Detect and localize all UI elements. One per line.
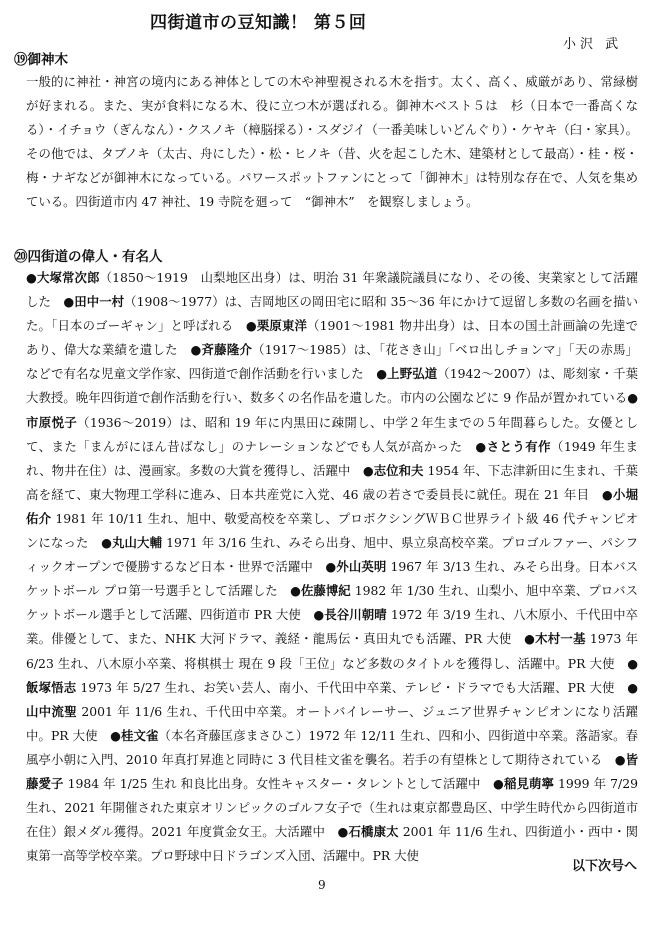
person-description: 1972 年 3/19 生れ、八木原小、千代田中卒業。俳優として、また、NHK 大河ドラマ、義経・龍馬伝・真田丸でも活躍、PR 大使 (26, 607, 638, 647)
person-name: ●斉藤隆介 (190, 342, 253, 358)
person-name: ●丸山大輔 (101, 535, 163, 551)
person-description: 1967 年 3/13 生れ、みそら出身。日本バスケットボール プロ第一号選手として活躍した (26, 559, 638, 599)
person-description: （1936～2019）は、昭和 19 年に内黒田に疎開し、中学２年生までの５年間暮らした。女優として、また「まんがにほん昔ばなし」のナレーションなどでも人気が高かった (26, 414, 638, 454)
person-description: 1973 年 5/27 生れ、お笑い芸人、南小、千代田中卒業、テレビ・ドラマでも大活躍、PR 大使 (76, 679, 628, 695)
person-description: 1982 年 1/30 生れ、山梨小、旭中卒業、プロバスケットボール選手として活躍、四街道市 PR 大使 (26, 583, 639, 623)
person-name: ●皆藤愛子 (26, 751, 639, 791)
person-description: （1949 年生まれ、物井在住）は、漫画家。多数の大賞を獲得し、活躍中 (26, 438, 638, 478)
person-description: （本名斉藤匡彦まさひこ）1972 年 12/11 生れ、四和小、四街道中卒業。落語家。春風亭小朝に入門、2010 年真打昇進と同時に 3 代目桂文雀を襲名。若手の有望株として期待されている (26, 727, 638, 767)
person-description: 1971 年 3/16 生れ、みそら出身、旭中、県立泉高校卒業。プロゴルファー、パシフィックオープンで優勝するなど日本・世界で活躍中 (26, 535, 639, 575)
person-name: ●長谷川朝晴 (313, 607, 387, 623)
section-body-notable-people (26, 266, 638, 868)
author-name: 小沢 武 (563, 37, 623, 52)
person-name: ●山中流聖 (26, 679, 639, 719)
person-description: （1917～1985）は、「花さき山」「ベロ出しチョンマ」「天の赤馬」などで有名な児童文学作家、四街道で創作活動を行いました (26, 342, 639, 382)
person-name: ●栗原東洋 (245, 318, 308, 334)
person-description: （1942～2007）は、彫刻家・千葉大教授。晩年四街道で創作活動を行い、数多くの名作品を遺した。市内の公園などに 9 作品が置かれている (26, 366, 638, 406)
person-description: （1901～1981 物井出身）は、日本の国土計画論の先達であり、偉大な業績を遺した (26, 318, 638, 358)
person-description: 1981 年 10/11 生れ、旭中、敬愛高校を卒業し、プロボクシングＷＢＣ世界ライト級 46 代チャンピオンになった (26, 510, 638, 551)
person-name: ●稲見萌寧 (493, 775, 554, 791)
person-description: （1850～1919 山梨地区出身）は、明治 31 年衆議院議員になり、その後、実業家として活躍した (26, 270, 639, 310)
page-number: 9 (318, 878, 326, 892)
person-name: ●市原悦子 (26, 390, 638, 430)
person-description: 2001 年 11/6 生れ、千代田中卒業。オートバイレーサー、ジュニア世界チャンピオンになり活躍中。PR 大使 (26, 703, 639, 743)
person-description: 1999 年 7/29 生れ、2021 年開催された東京オリンピックのゴルフ女子で（生れは東京都豊島区、中学生時代から四街道市在住）銀メダル獲得。2021 年度賞金女王。大活躍中 (26, 775, 638, 840)
person-description: 2001 年 11/6 生れ、四街道小・西中・関東第一高等学校卒業。プロ野球中日ドラゴンズ入団、活躍中。PR 大使 (26, 824, 639, 864)
page-title: 四街道市の豆知識！ 第５回 (150, 13, 367, 33)
person-name: ●上野弘道 (376, 366, 438, 382)
person-name: ●桂文雀 (110, 727, 159, 743)
section-body-shinboku: 一般的に神社・神宮の境内にある神体としての木や神聖視される木を指す。太く、高く、威厳があり、常緑樹が好まれる。また、実が食料になる木、役に立つ木が選ばれる。御神木ベスト５は 杉（日本で一番高くなる）・イチョウ（ぎんなん）・クスノキ（樟脳採る）・スダジイ（一番美味しいどんぐり）・ケヤキ（臼・家具）。その他では、タブノキ（太古、舟にした）・松・ヒノキ（昔、火を起こした木、建築材として最高）・桂・桜・梅・ナギなどが御神木になっている。パワースポットファンにとって「御神木」は特別な存在で、人気を集めている。四街道市内 47 神社、19 寺院を廻って “御神木” を観察しましょう。 (26, 74, 638, 210)
section-heading-notable-people: ⑳四街道の偉人・有名人 (14, 249, 163, 265)
section-heading-shinboku: ⑲御神木 (14, 52, 68, 68)
person-name: ●石橋康太 (337, 824, 399, 840)
person-name: ●佐藤博紀 (290, 583, 351, 599)
person-description: 1984 年 1/25 生れ 和良比出身。女性キャスター・タレントとして活躍中 (63, 775, 494, 791)
person-description: 1954 年、下志津新田に生まれ、千葉高を経て、東大物理工学科に進み、日本共産党に入党、46 歳の若さで委員長に就任。現在 21 年目 (26, 462, 639, 502)
person-name: ●田中一村 (63, 294, 125, 310)
person-name: ●木村一基 (524, 631, 586, 647)
continued-note: 以下次号へ (571, 859, 637, 874)
person-name: ●小堀佑介 (26, 486, 638, 526)
person-name: ●飯塚悟志 (26, 655, 638, 695)
person-name: ●志位和夫 (362, 462, 424, 478)
person-description: 1973 年 6/23 生れ、八木原小卒業、将棋棋士 現在 9 段「王位」など多数のタイトルを獲得し、活躍中。PR 大使 (26, 631, 638, 671)
person-name: ●さとう有作 (475, 438, 552, 454)
person-name: ●外山英明 (325, 559, 387, 575)
person-description: （1908～1977）は、吉岡地区の岡田宅に昭和 35～36 年にかけて逗留し多数の名画を描いた。「日本のゴーギャン」と呼ばれる (26, 294, 639, 334)
person-name: ●大塚常次郎 (26, 270, 100, 285)
